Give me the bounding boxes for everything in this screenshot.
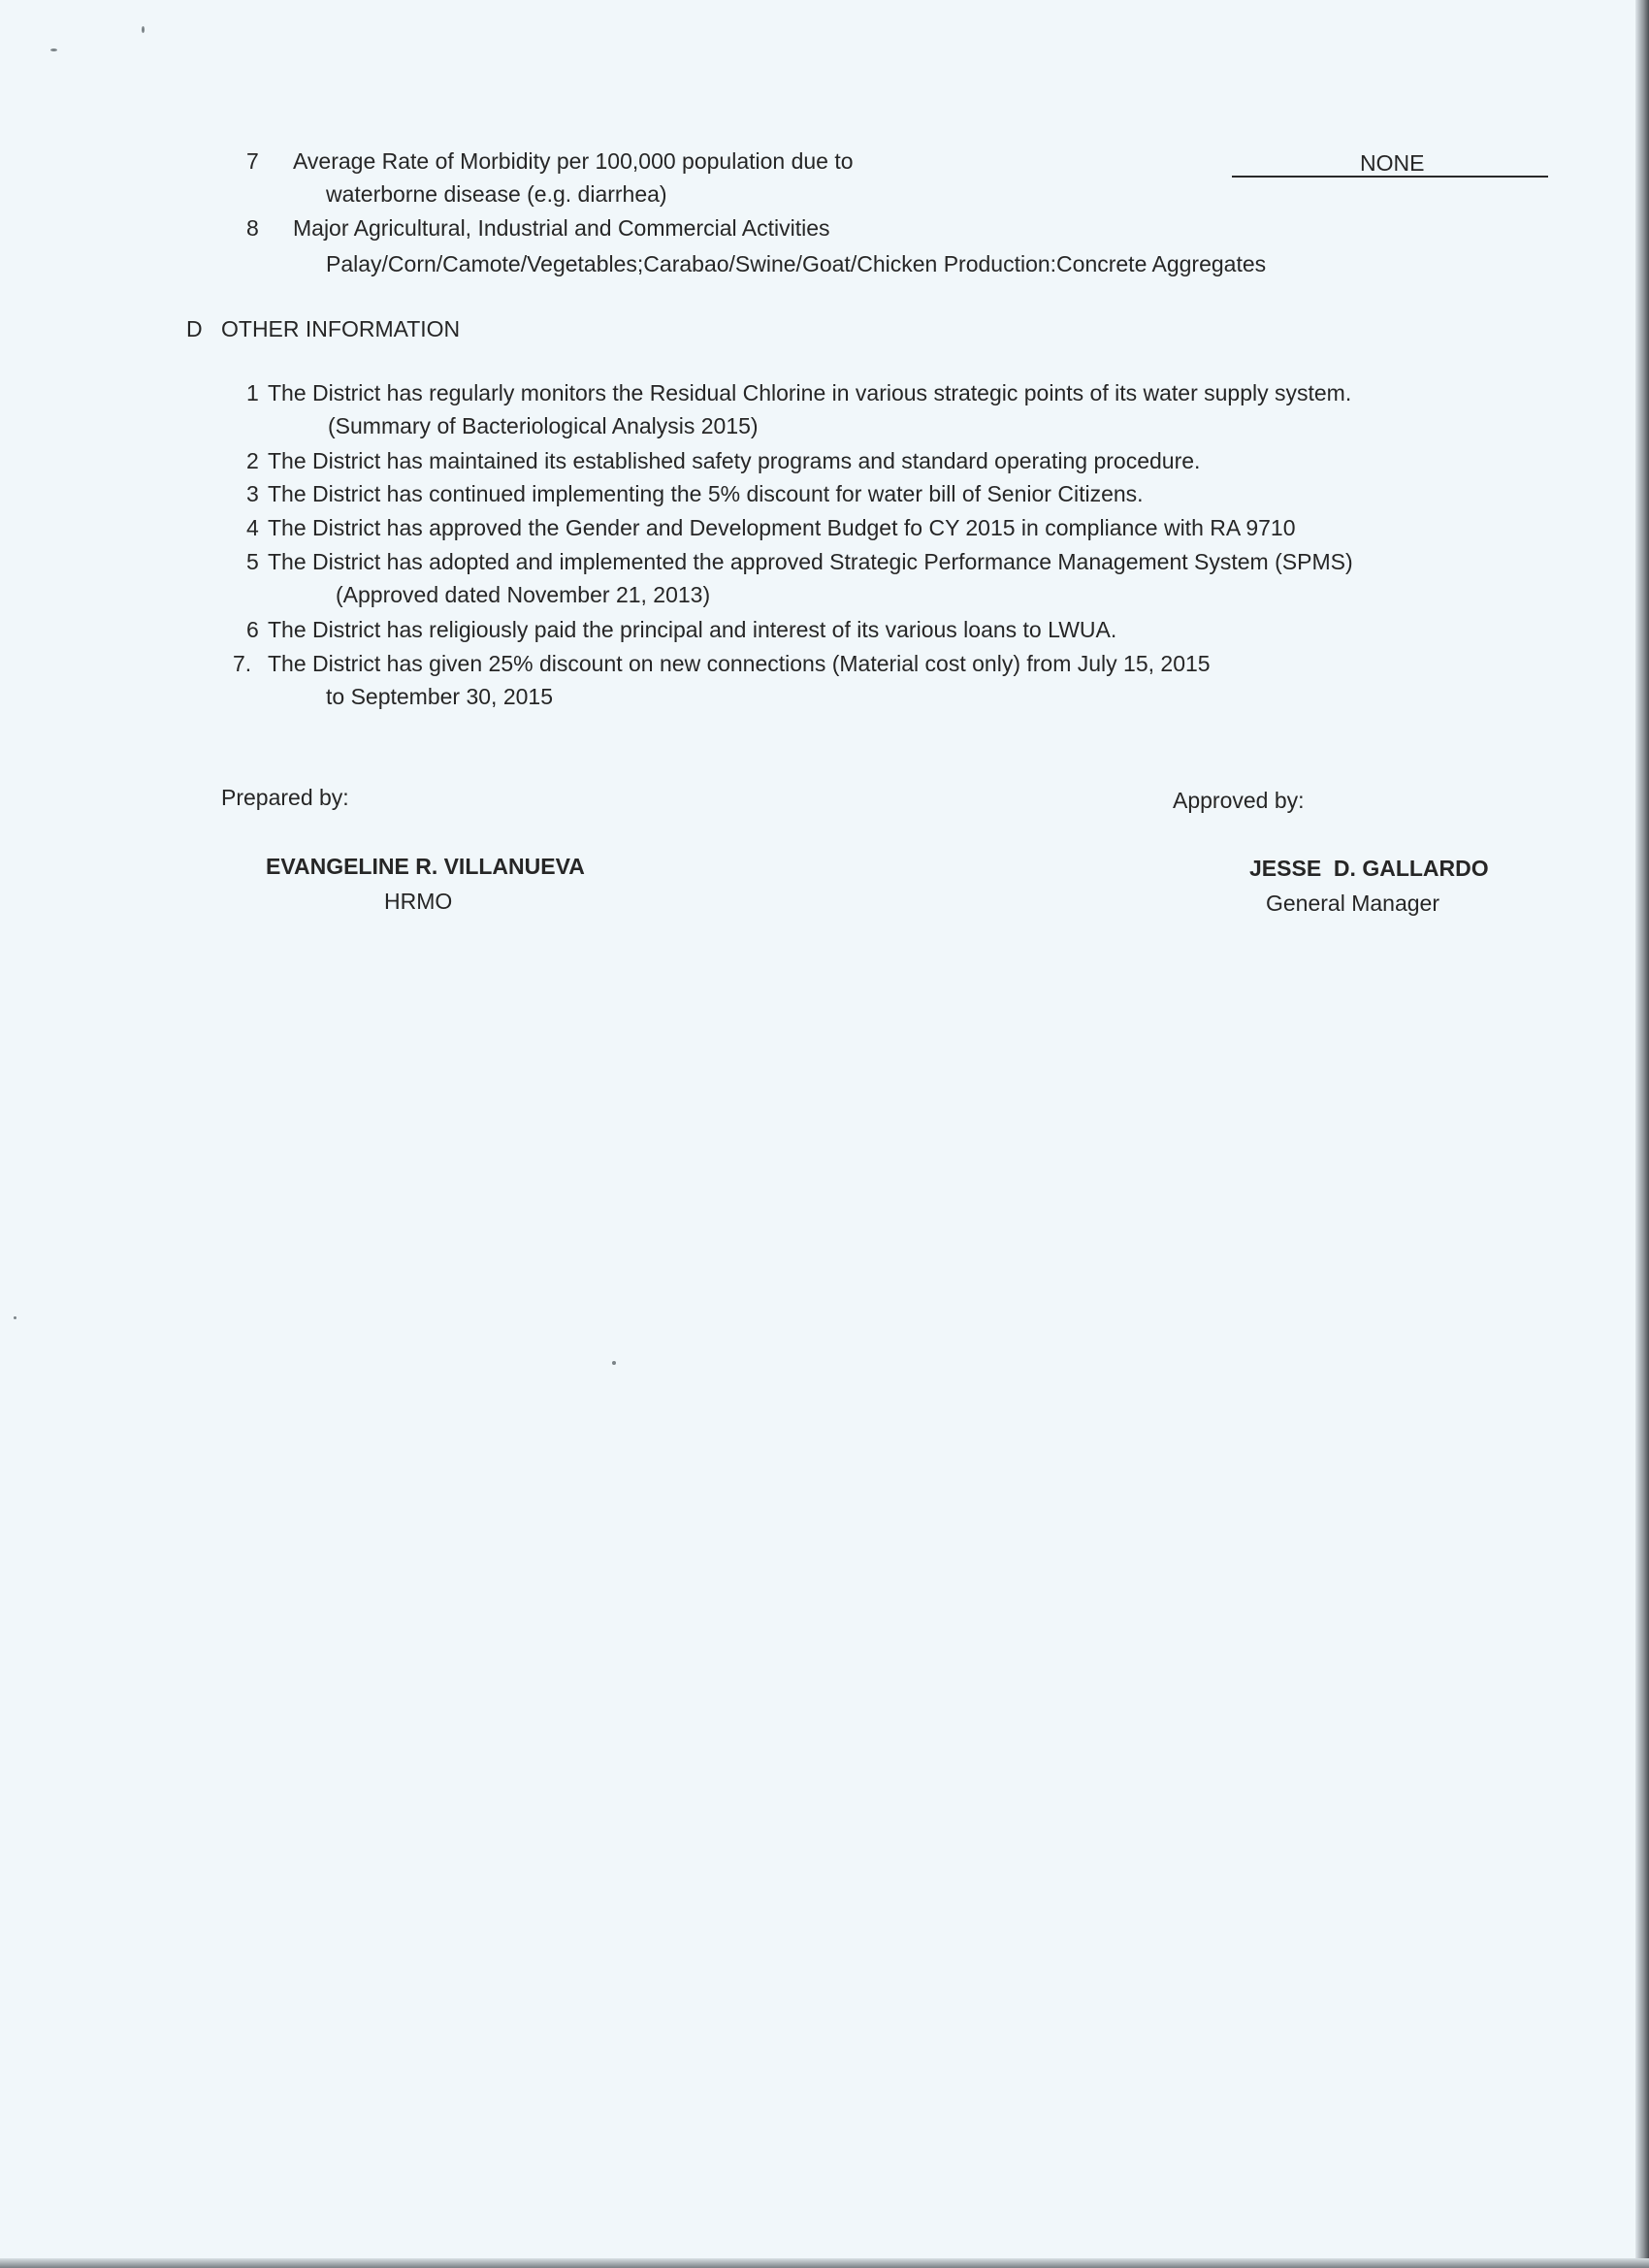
scan-speck [50,49,57,51]
prepared-by-name: EVANGELINE R. VILLANUEVA [266,854,585,879]
approved-by-label: Approved by: [1173,788,1305,813]
scan-speck [142,26,145,33]
section-d-letter: D [186,316,203,341]
item-d7-text: The District has given 25% discount on new connections (Material cost only) from July 15, 2015 [268,651,1211,676]
item-d5-number: 5 [246,549,259,574]
item-c8-continuation: Palay/Corn/Camote/Vegetables;Carabao/Swine/Goat/Chicken Production:Concrete Aggregates [326,251,1267,276]
item-c7-value: NONE [1360,150,1425,176]
section-d-title: OTHER INFORMATION [221,316,461,341]
item-c7-text: Average Rate of Morbidity per 100,000 population due to [293,148,854,174]
value-underline [1232,176,1548,178]
item-d4-number: 4 [246,515,259,540]
item-d5-text: The District has adopted and implemented the approved Strategic Performance Management System (SPMS) [268,549,1353,574]
item-d7-continuation: to September 30, 2015 [326,684,553,709]
item-d6-number: 6 [246,617,259,642]
item-d2-number: 2 [246,448,259,473]
item-d5-continuation: (Approved dated November 21, 2013) [336,582,711,607]
item-d1-text: The District has regularly monitors the Residual Chlorine in various strategic points of its water supply system. [268,380,1352,405]
scan-speck [612,1361,616,1365]
item-d7-number: 7. [233,651,252,676]
item-d4-text: The District has approved the Gender and Development Budget fo CY 2015 in compliance with RA 9710 [268,515,1296,540]
prepared-by-label: Prepared by: [221,785,349,810]
scan-speck [14,1316,16,1319]
approved-by-name: JESSE D. GALLARDO [1249,856,1489,881]
item-d1-continuation: (Summary of Bacteriological Analysis 2015) [328,413,759,438]
scan-edge-bottom [0,2258,1649,2268]
approved-by-position: General Manager [1266,891,1439,916]
item-c8-number: 8 [246,215,259,241]
item-d3-text: The District has continued implementing the 5% discount for water bill of Senior Citizens. [268,481,1144,506]
item-d1-number: 1 [246,380,259,405]
item-c7-number: 7 [246,148,259,174]
item-d3-number: 3 [246,481,259,506]
item-d6-text: The District has religiously paid the principal and interest of its various loans to LWUA. [268,617,1117,642]
item-c7-continuation: waterborne disease (e.g. diarrhea) [326,181,667,207]
prepared-by-position: HRMO [384,889,453,914]
item-d2-text: The District has maintained its established safety programs and standard operating procedure. [268,448,1201,473]
scan-edge-right [1635,0,1649,2268]
item-c8-text: Major Agricultural, Industrial and Commercial Activities [293,215,830,241]
